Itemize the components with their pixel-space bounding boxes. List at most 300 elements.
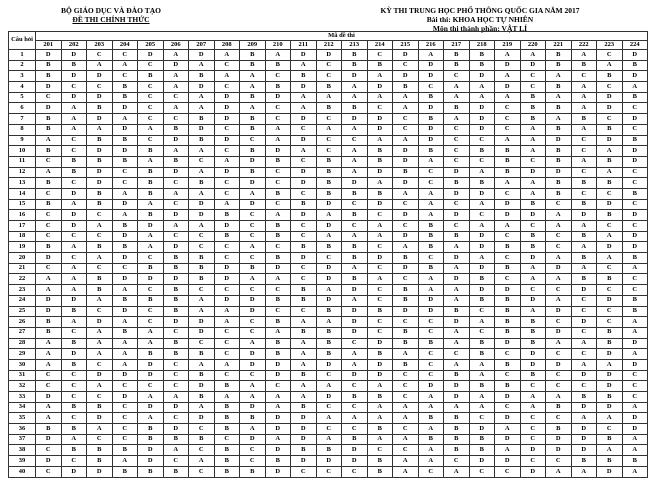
answer-cell: C xyxy=(316,466,342,477)
exam-code-213: 213 xyxy=(342,41,368,50)
answer-cell: B xyxy=(316,82,342,93)
table-row xyxy=(9,263,648,274)
answer-cell: A xyxy=(189,188,215,199)
answer-cell: A xyxy=(316,285,342,296)
answer-cell: D xyxy=(622,338,648,349)
answer-cell: A xyxy=(87,60,113,71)
answer-cell: A xyxy=(469,359,495,370)
answer-cell: B xyxy=(112,221,138,232)
answer-cell: D xyxy=(214,114,240,125)
answer-cell: D xyxy=(291,114,317,125)
answer-cell: B xyxy=(112,445,138,456)
answer-cell: B xyxy=(36,114,62,125)
answer-cell: C xyxy=(418,359,444,370)
answer-cell: D xyxy=(240,156,266,167)
answer-cell: A xyxy=(546,274,572,285)
answer-cell: B xyxy=(342,188,368,199)
answer-cell: B xyxy=(36,146,62,157)
answer-cell: D xyxy=(418,60,444,71)
answer-cell: D xyxy=(571,285,597,296)
answer-cell: D xyxy=(214,263,240,274)
table-row xyxy=(9,210,648,221)
exam-code-217: 217 xyxy=(444,41,470,50)
answer-cell: A xyxy=(163,188,189,199)
answer-cell: B xyxy=(546,82,572,93)
answer-cell: C xyxy=(597,285,623,296)
answer-cell: A xyxy=(571,413,597,424)
answer-cell: B xyxy=(214,445,240,456)
answer-cell: C xyxy=(240,445,266,456)
answer-cell: B xyxy=(393,359,419,370)
answer-cell: D xyxy=(87,317,113,328)
table-row xyxy=(9,135,648,146)
answer-cell: A xyxy=(87,124,113,135)
answer-cell: C xyxy=(520,285,546,296)
answer-cell: C xyxy=(240,317,266,328)
answer-cell: B xyxy=(291,295,317,306)
answer-cell: A xyxy=(61,285,87,296)
answer-cell: C xyxy=(36,221,62,232)
answer-cell: A xyxy=(189,295,215,306)
answer-cell: C xyxy=(367,210,393,221)
answer-cell: A xyxy=(495,178,521,189)
answer-cell: C xyxy=(469,156,495,167)
answer-cell: D xyxy=(265,146,291,157)
answer-cell: A xyxy=(240,242,266,253)
answer-cell: A xyxy=(597,146,623,157)
answer-cell: B xyxy=(265,295,291,306)
question-number: 34 xyxy=(9,402,36,413)
answer-cell: D xyxy=(520,445,546,456)
answer-cell: C xyxy=(138,92,164,103)
answer-cell: B xyxy=(87,456,113,467)
answer-cell: B xyxy=(36,124,62,135)
answer-cell: A xyxy=(597,413,623,424)
answer-cell: C xyxy=(61,456,87,467)
answer-cell: C xyxy=(189,231,215,242)
answer-cell: B xyxy=(571,274,597,285)
answer-cell: C xyxy=(265,199,291,210)
answer-cell: B xyxy=(418,92,444,103)
answer-cell: D xyxy=(520,295,546,306)
answer-cell: C xyxy=(597,188,623,199)
answer-cell: A xyxy=(189,103,215,114)
answer-cell: C xyxy=(291,466,317,477)
answer-cell: B xyxy=(61,306,87,317)
answer-cell: C xyxy=(546,231,572,242)
answer-cell: B xyxy=(520,317,546,328)
answer-cell: B xyxy=(622,295,648,306)
answer-cell: D xyxy=(291,50,317,61)
answer-cell: C xyxy=(418,327,444,338)
answer-cell: A xyxy=(495,50,521,61)
answer-cell: C xyxy=(36,92,62,103)
answer-cell: D xyxy=(444,274,470,285)
answer-cell: C xyxy=(571,146,597,157)
exam-code-205: 205 xyxy=(138,41,164,50)
answer-cell: D xyxy=(291,82,317,93)
answer-cell: D xyxy=(546,445,572,456)
answer-cell: B xyxy=(240,50,266,61)
answer-cell: B xyxy=(265,156,291,167)
answer-cell: C xyxy=(418,370,444,381)
answer-cell: C xyxy=(163,381,189,392)
answer-cell: B xyxy=(36,178,62,189)
answer-cell: C xyxy=(571,71,597,82)
answer-cell: B xyxy=(61,359,87,370)
answer-cell: A xyxy=(520,392,546,403)
question-number: 22 xyxy=(9,274,36,285)
exam-code-204: 204 xyxy=(112,41,138,50)
answer-cell: B xyxy=(87,402,113,413)
answer-cell: C xyxy=(520,82,546,93)
question-number: 14 xyxy=(9,188,36,199)
answer-cell: B xyxy=(189,114,215,125)
answer-cell: B xyxy=(112,92,138,103)
answer-cell: A xyxy=(36,135,62,146)
answer-cell: B xyxy=(393,167,419,178)
answer-cell: A xyxy=(571,92,597,103)
answer-cell: B xyxy=(36,424,62,435)
answer-cell: C xyxy=(138,253,164,264)
answer-cell: A xyxy=(520,146,546,157)
answer-cell: C xyxy=(214,242,240,253)
answer-cell: C xyxy=(265,114,291,125)
answer-cell: A xyxy=(316,413,342,424)
answer-cell: C xyxy=(418,82,444,93)
answer-cell: A xyxy=(622,327,648,338)
answer-cell: C xyxy=(520,381,546,392)
answer-cell: D xyxy=(520,60,546,71)
answer-cell: D xyxy=(316,199,342,210)
answer-cell: A xyxy=(418,188,444,199)
answer-cell: B xyxy=(546,103,572,114)
answer-cell: C xyxy=(622,274,648,285)
answer-cell: B xyxy=(36,60,62,71)
answer-cell: A xyxy=(444,402,470,413)
answer-cell: B xyxy=(393,327,419,338)
answer-cell: D xyxy=(214,295,240,306)
answer-cell: A xyxy=(112,359,138,370)
answer-cell: C xyxy=(597,263,623,274)
answer-cell: D xyxy=(546,306,572,317)
answer-cell: D xyxy=(138,359,164,370)
question-number: 8 xyxy=(9,124,36,135)
answer-cell: A xyxy=(546,392,572,403)
answer-cell: B xyxy=(138,434,164,445)
table-row xyxy=(9,82,648,93)
answer-cell: B xyxy=(469,146,495,157)
answer-cell: D xyxy=(495,456,521,467)
answer-cell: D xyxy=(87,114,113,125)
answer-cell: A xyxy=(189,167,215,178)
answer-cell: C xyxy=(444,124,470,135)
answer-cell: B xyxy=(240,146,266,157)
answer-cell: D xyxy=(546,327,572,338)
answer-cell: A xyxy=(418,156,444,167)
answer-cell: B xyxy=(138,263,164,274)
answer-cell: A xyxy=(87,381,113,392)
answer-cell: B xyxy=(61,338,87,349)
table-row xyxy=(9,188,648,199)
answer-cell: B xyxy=(87,156,113,167)
answer-cell: B xyxy=(163,253,189,264)
answer-cell: C xyxy=(393,274,419,285)
answer-cell: B xyxy=(342,103,368,114)
answer-cell: C xyxy=(87,359,113,370)
answer-cell: A xyxy=(444,295,470,306)
answer-cell: B xyxy=(571,231,597,242)
answer-cell: C xyxy=(444,156,470,167)
answer-cell: B xyxy=(189,274,215,285)
answer-cell: A xyxy=(240,188,266,199)
answer-cell: C xyxy=(469,306,495,317)
answer-cell: A xyxy=(393,135,419,146)
answer-cell: B xyxy=(265,456,291,467)
answer-cell: B xyxy=(622,306,648,317)
answer-cell: B xyxy=(163,295,189,306)
answer-cell: A xyxy=(214,392,240,403)
answer-cell: B xyxy=(597,210,623,221)
answer-cell: C xyxy=(418,178,444,189)
answer-cell: A xyxy=(112,285,138,296)
answer-cell: C xyxy=(597,424,623,435)
answer-cell: D xyxy=(138,445,164,456)
answer-cell: A xyxy=(189,359,215,370)
answer-cell: A xyxy=(265,274,291,285)
answer-cell: B xyxy=(265,188,291,199)
answer-cell: B xyxy=(240,466,266,477)
answer-cell: C xyxy=(36,466,62,477)
answer-cell: C xyxy=(61,392,87,403)
answer-cell: B xyxy=(214,424,240,435)
answer-cell: B xyxy=(316,178,342,189)
answer-cell: C xyxy=(138,285,164,296)
answer-cell: C xyxy=(546,370,572,381)
answer-cell: D xyxy=(36,434,62,445)
answer-cell: B xyxy=(495,381,521,392)
answer-cell: C xyxy=(214,349,240,360)
answer-cell: A xyxy=(393,466,419,477)
answer-cell: C xyxy=(214,327,240,338)
answer-cell: A xyxy=(342,167,368,178)
answer-cell: A xyxy=(316,124,342,135)
answer-cell: D xyxy=(495,413,521,424)
answer-cell: A xyxy=(189,92,215,103)
answer-cell: D xyxy=(87,466,113,477)
answer-cell: A xyxy=(418,445,444,456)
answer-cell: D xyxy=(36,82,62,93)
answer-cell: A xyxy=(87,327,113,338)
answer-cell: A xyxy=(36,349,62,360)
answer-cell: C xyxy=(240,135,266,146)
answer-cell: B xyxy=(240,167,266,178)
answer-cell: C xyxy=(265,178,291,189)
answer-cell: A xyxy=(520,402,546,413)
table-row xyxy=(9,71,648,82)
answer-cell: C xyxy=(112,50,138,61)
answer-cell: C xyxy=(61,370,87,381)
answer-cell: B xyxy=(112,327,138,338)
question-number: 25 xyxy=(9,306,36,317)
answer-cell: C xyxy=(138,60,164,71)
question-number: 29 xyxy=(9,349,36,360)
answer-cell: A xyxy=(61,124,87,135)
answer-cell: D xyxy=(418,71,444,82)
answer-cell: B xyxy=(444,50,470,61)
answer-cell: B xyxy=(444,413,470,424)
answer-cell: B xyxy=(61,60,87,71)
answer-cell: A xyxy=(61,263,87,274)
answer-cell: B xyxy=(597,178,623,189)
answer-cell: D xyxy=(240,402,266,413)
answer-cell: D xyxy=(36,392,62,403)
table-row xyxy=(9,434,648,445)
answer-cell: A xyxy=(342,156,368,167)
answer-cell: B xyxy=(189,178,215,189)
answer-cell: D xyxy=(622,71,648,82)
question-number: 28 xyxy=(9,338,36,349)
answer-cell: D xyxy=(367,114,393,125)
answer-cell: D xyxy=(291,135,317,146)
answer-cell: D xyxy=(138,50,164,61)
answer-cell: B xyxy=(520,327,546,338)
answer-cell: C xyxy=(163,359,189,370)
answer-cell: D xyxy=(291,424,317,435)
answer-cell: D xyxy=(265,445,291,456)
answer-cell: B xyxy=(418,221,444,232)
answer-cell: C xyxy=(622,381,648,392)
answer-cell: D xyxy=(265,359,291,370)
answer-cell: C xyxy=(469,413,495,424)
answer-cell: B xyxy=(87,135,113,146)
exam-code-202: 202 xyxy=(61,41,87,50)
answer-cell: B xyxy=(444,445,470,456)
answer-cell: A xyxy=(571,103,597,114)
question-number: 17 xyxy=(9,221,36,232)
answer-cell: B xyxy=(36,71,62,82)
answer-cell: B xyxy=(316,445,342,456)
answer-cell: C xyxy=(265,103,291,114)
answer-cell: C xyxy=(36,263,62,274)
answer-cell: B xyxy=(342,253,368,264)
answer-cell: A xyxy=(87,338,113,349)
answer-cell: C xyxy=(61,253,87,264)
answer-cell: C xyxy=(495,253,521,264)
answer-cell: C xyxy=(367,263,393,274)
answer-cell: C xyxy=(163,456,189,467)
answer-cell: C xyxy=(163,327,189,338)
question-number: 39 xyxy=(9,456,36,467)
answer-cell: D xyxy=(138,370,164,381)
answer-cell: D xyxy=(214,92,240,103)
answer-cell: D xyxy=(342,327,368,338)
answer-cell: A xyxy=(87,221,113,232)
answer-cell: B xyxy=(342,274,368,285)
answer-cell: D xyxy=(622,413,648,424)
answer-cell: C xyxy=(418,349,444,360)
answer-cell: B xyxy=(61,156,87,167)
header-row-codes xyxy=(9,41,648,50)
answer-cell: C xyxy=(469,135,495,146)
answer-cell: B xyxy=(265,221,291,232)
answer-cell: A xyxy=(418,285,444,296)
answer-cell: A xyxy=(444,263,470,274)
answer-cell: C xyxy=(393,199,419,210)
answer-cell: C xyxy=(469,327,495,338)
answer-cell: D xyxy=(597,349,623,360)
answer-cell: D xyxy=(214,221,240,232)
answer-cell: C xyxy=(546,413,572,424)
answer-cell: D xyxy=(469,188,495,199)
answer-cell: C xyxy=(393,370,419,381)
answer-cell: C xyxy=(112,434,138,445)
answer-cell: D xyxy=(112,103,138,114)
answer-cell: A xyxy=(469,392,495,403)
answer-cell: D xyxy=(571,370,597,381)
answer-cell: D xyxy=(163,274,189,285)
answer-cell: A xyxy=(571,124,597,135)
answer-cell: B xyxy=(189,370,215,381)
answer-cell: D xyxy=(597,370,623,381)
answer-cell: C xyxy=(342,381,368,392)
answer-cell: A xyxy=(214,156,240,167)
answer-cell: B xyxy=(291,71,317,82)
answer-cell: C xyxy=(265,285,291,296)
answer-cell: B xyxy=(367,392,393,403)
answer-cell: D xyxy=(87,413,113,424)
answer-cell: B xyxy=(597,456,623,467)
answer-cell: A xyxy=(622,466,648,477)
answer-cell: B xyxy=(546,188,572,199)
answer-cell: A xyxy=(597,231,623,242)
answer-cell: C xyxy=(546,456,572,467)
answer-cell: A xyxy=(342,263,368,274)
answer-cell: C xyxy=(495,402,521,413)
answer-cell: D xyxy=(520,167,546,178)
answer-cell: B xyxy=(138,188,164,199)
answer-cell: D xyxy=(189,124,215,135)
answer-cell: C xyxy=(367,295,393,306)
answer-cell: C xyxy=(520,424,546,435)
answer-cell: D xyxy=(418,135,444,146)
answer-cell: A xyxy=(61,434,87,445)
answer-cell: A xyxy=(571,221,597,232)
question-number: 9 xyxy=(9,135,36,146)
answer-cell: D xyxy=(342,285,368,296)
answer-cell: A xyxy=(469,253,495,264)
answer-cell: B xyxy=(342,50,368,61)
answer-cell: A xyxy=(393,413,419,424)
answer-cell: C xyxy=(495,466,521,477)
answer-cell: C xyxy=(61,135,87,146)
answer-cell: C xyxy=(291,124,317,135)
answer-cell: C xyxy=(291,156,317,167)
answer-cell: C xyxy=(495,370,521,381)
answer-cell: A xyxy=(469,402,495,413)
answer-cell: A xyxy=(112,60,138,71)
answer-cell: B xyxy=(597,156,623,167)
answer-cell: A xyxy=(61,103,87,114)
answer-cell: A xyxy=(87,349,113,360)
answer-cell: B xyxy=(546,60,572,71)
answer-cell: D xyxy=(367,370,393,381)
answer-cell: B xyxy=(495,242,521,253)
table-row xyxy=(9,392,648,403)
answer-cell: D xyxy=(367,359,393,370)
table-row xyxy=(9,349,648,360)
answer-cell: C xyxy=(367,317,393,328)
